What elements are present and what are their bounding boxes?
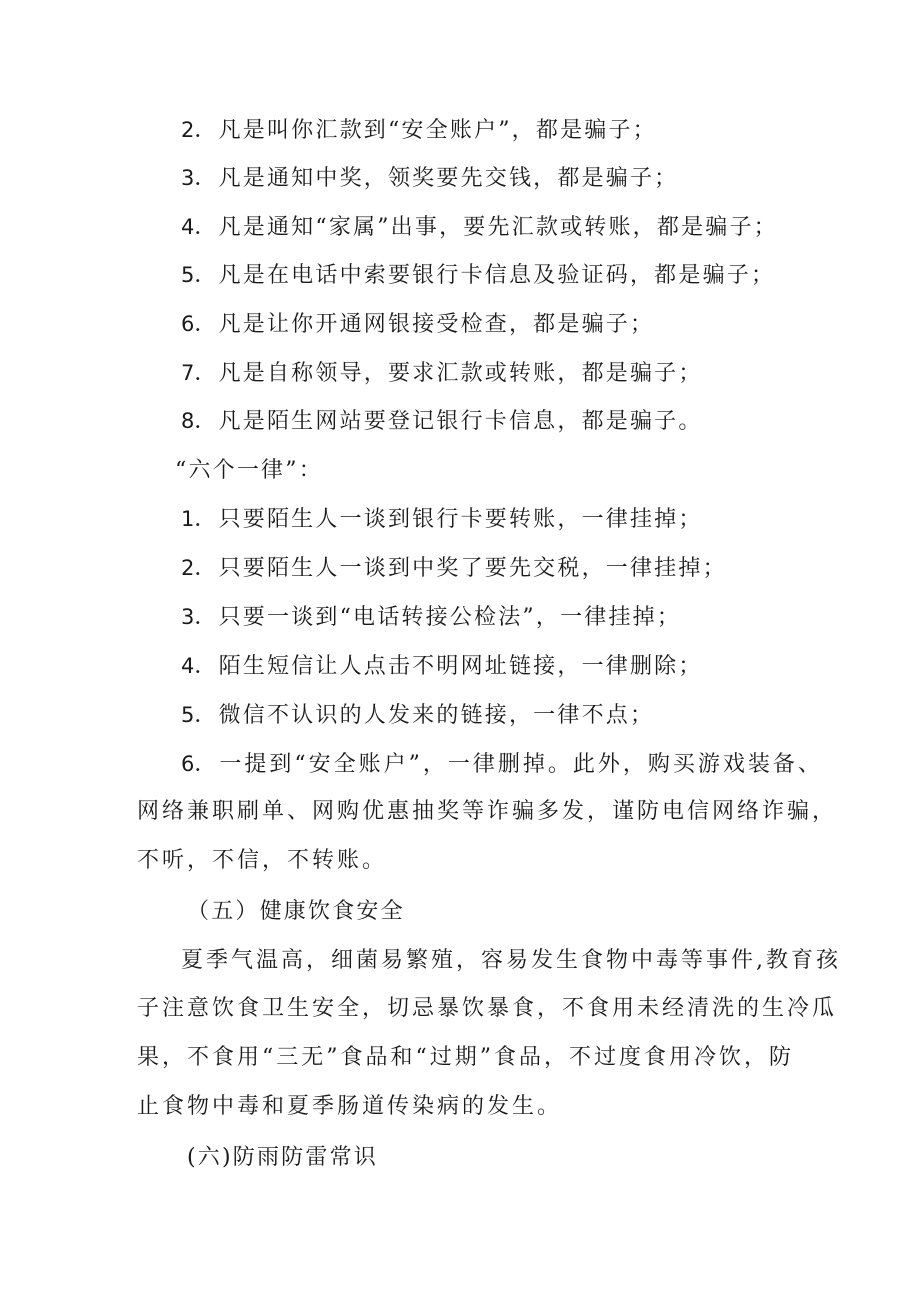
rule-number: 4 bbox=[181, 215, 195, 239]
rule-text: ．凡是让你开通网银接受检查，都是骗子； bbox=[194, 312, 655, 337]
rule-number: 1 bbox=[181, 507, 195, 531]
section-heading: (六)防雨防雷常识 bbox=[187, 1145, 378, 1170]
six-rule-1 bbox=[181, 504, 703, 535]
rule-number: 4 bbox=[181, 654, 195, 678]
fraud-rule-2 bbox=[181, 115, 657, 146]
fraud-rule-8 bbox=[181, 406, 703, 437]
rule-number: 2 bbox=[181, 556, 195, 580]
section-heading: （五）健康饮食安全 bbox=[187, 899, 405, 924]
rule-text: ．陌生短信让人点击不明网址链接，一律删除； bbox=[194, 654, 703, 679]
rule-number: 6 bbox=[181, 312, 195, 336]
six-rule-3 bbox=[181, 602, 681, 633]
paragraph-line: 子注意饮食卫生安全，切忌暴饮暴食，不食用未经清洗的生冷瓜 bbox=[137, 996, 838, 1021]
rule-number: 5 bbox=[181, 703, 195, 727]
paragraph-line: 网络兼职刷单、网购优惠抽奖等诈骗多发，谨防电信网络诈骗， bbox=[137, 799, 838, 824]
rule-number: 8 bbox=[181, 409, 195, 433]
rule-number: 6 bbox=[181, 752, 195, 776]
rule-text: ．只要陌生人一谈到银行卡要转账，一律挂掉； bbox=[194, 507, 703, 532]
rule-text: ．凡是自称领导，要求汇款或转账，都是骗子； bbox=[194, 361, 703, 386]
fraud-rule-7 bbox=[181, 358, 703, 389]
six-rule-5 bbox=[181, 700, 654, 731]
paragraph-line: 夏季气温高，细菌易繁殖，容易发生食物中毒等事件,教育孩 bbox=[181, 948, 841, 973]
rule-number: 3 bbox=[181, 605, 195, 629]
rule-number: 2 bbox=[181, 118, 195, 142]
rule-number: 5 bbox=[181, 263, 195, 287]
rule-text: ．一提到“安全账户”，一律删掉。此外，购买游戏装备、 bbox=[194, 752, 823, 777]
paragraph-line: 果，不食用“三无”食品和“过期”食品，不过度食用冷饮，防 bbox=[137, 1045, 794, 1070]
rule-text: ．凡是通知“家属”出事，要先汇款或转账，都是骗子； bbox=[194, 215, 778, 240]
six-rules-heading: “六个一律”： bbox=[175, 458, 323, 483]
fraud-rule-4 bbox=[181, 212, 778, 243]
rule-text: ．凡是叫你汇款到“安全账户”，都是骗子； bbox=[194, 118, 657, 143]
rule-text: ．凡是陌生网站要登记银行卡信息，都是骗子。 bbox=[194, 409, 703, 434]
rule-text: ．只要陌生人一谈到中奖了要先交税，一律挂掉； bbox=[194, 556, 727, 581]
paragraph-line: 止食物中毒和夏季肠道传染病的发生。 bbox=[137, 1094, 563, 1119]
fraud-rule-3 bbox=[181, 163, 678, 194]
rule-text: ．凡是在电话中索要银行卡信息及验证码，都是骗子； bbox=[194, 263, 776, 288]
rule-number: 7 bbox=[181, 361, 195, 385]
paragraph-line: 不听，不信，不转账。 bbox=[137, 848, 388, 873]
rule-text: ．只要一谈到“电话转接公检法”，一律挂掉； bbox=[194, 605, 682, 630]
rule-text: ．微信不认识的人发来的链接，一律不点； bbox=[194, 703, 655, 728]
rule-number: 3 bbox=[181, 166, 195, 190]
six-rule-4 bbox=[181, 651, 703, 682]
rule-text: ．凡是通知中奖，领奖要先交钱，都是骗子； bbox=[194, 166, 679, 191]
fraud-rule-6 bbox=[181, 309, 654, 340]
six-rule-6 bbox=[181, 749, 823, 780]
fraud-rule-5 bbox=[181, 260, 775, 291]
six-rule-2 bbox=[181, 553, 727, 584]
